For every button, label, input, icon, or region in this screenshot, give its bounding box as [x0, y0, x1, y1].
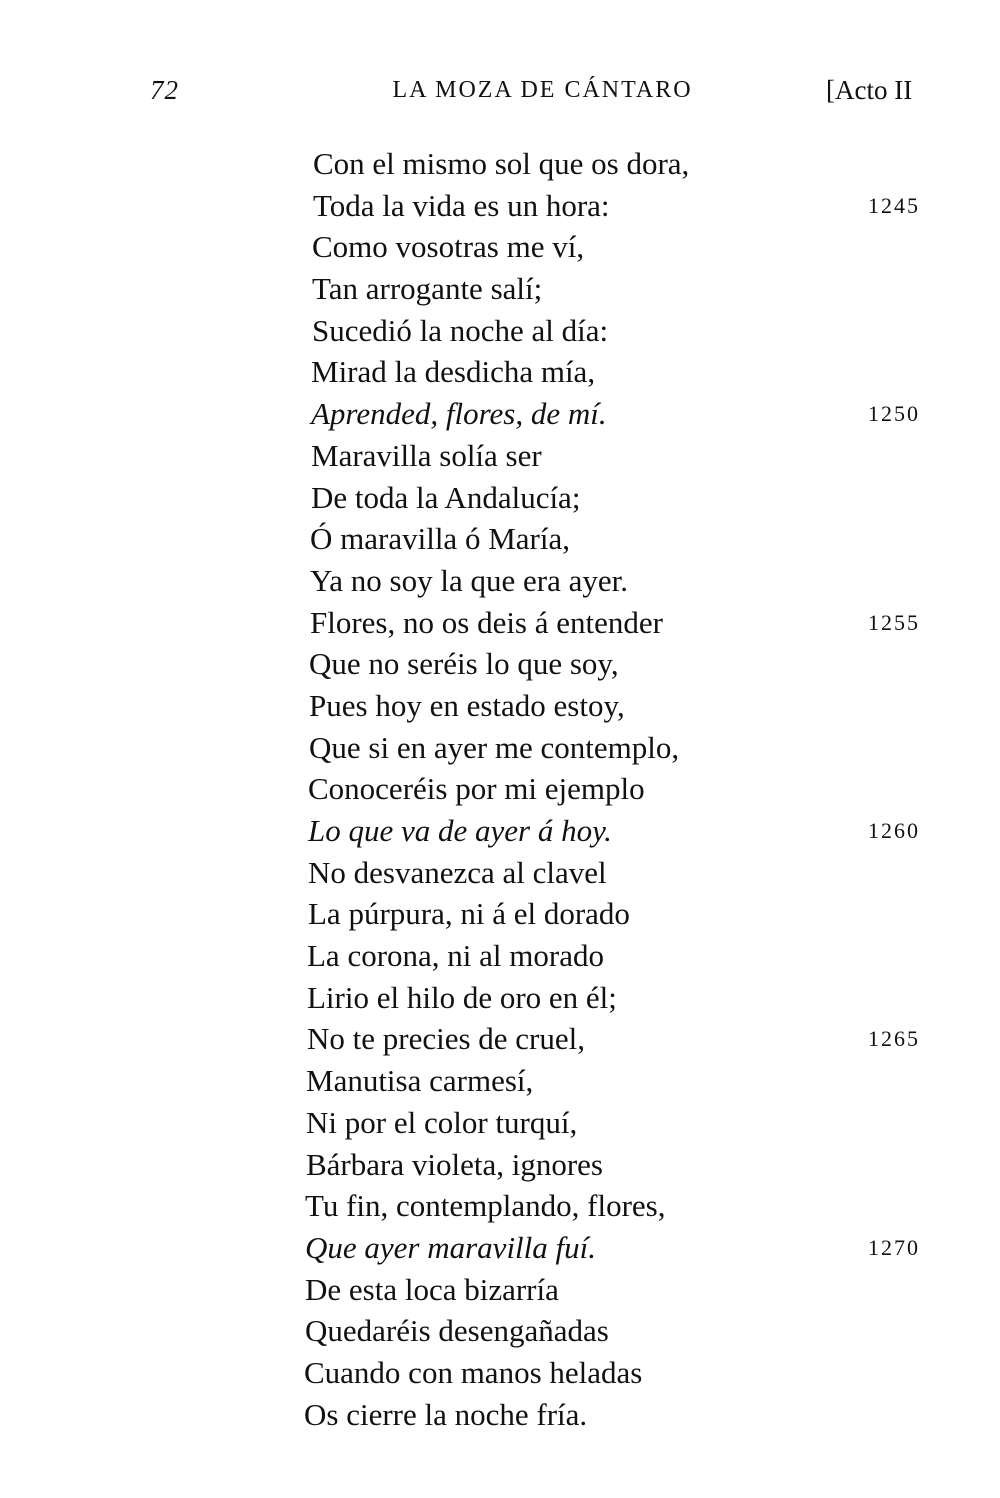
verse-line [0, 1270, 1000, 1312]
verse-text: Flores, no os deis á entender [310, 604, 663, 640]
verse-text: Cuando con manos heladas [304, 1354, 643, 1390]
verse-text: Pues hoy en estado estoy, [309, 687, 625, 723]
verse-line [0, 561, 1000, 603]
line-number: 1270 [868, 1234, 920, 1260]
line-number: 1255 [868, 609, 920, 635]
verse-list [0, 144, 1000, 1436]
verse-text: Ya no soy la que era ayer. [310, 562, 628, 598]
verse-line [0, 1145, 1000, 1187]
verse-text: De toda la Andalucía; [311, 479, 581, 515]
verse-line [0, 1186, 1000, 1228]
verse-text: De esta loca bizarría [305, 1271, 559, 1307]
verse-line [0, 1353, 1000, 1395]
verse-text: Conoceréis por mi ejemplo [308, 771, 645, 807]
verse-line [0, 644, 1000, 686]
section-label: [Acto II [826, 75, 913, 105]
verse-text: Como vosotras me ví, [312, 229, 585, 265]
running-title: LA MOZA DE CÁNTARO [392, 77, 693, 103]
verse-text: Que si en ayer me contemplo, [309, 729, 680, 765]
verse-line [0, 1061, 1000, 1103]
verse-line [0, 519, 1000, 561]
verse-line [0, 811, 1000, 853]
verse-text: Toda la vida es un hora: [313, 187, 610, 223]
verse-line [0, 1228, 1000, 1270]
verse-line [0, 1019, 1000, 1061]
verse-text: Con el mismo sol que os dora, [313, 146, 690, 181]
verse-text: Mirad la desdicha mía, [311, 354, 596, 390]
verse-line [0, 186, 1000, 228]
verse-text: Os cierre la noche fría. [304, 1396, 588, 1432]
verse-line [0, 1103, 1000, 1145]
verse-text: Manutisa carmesí, [306, 1063, 534, 1099]
verse-text: La púrpura, ni á el dorado [308, 896, 630, 932]
verse-line [0, 1395, 1000, 1437]
page-number: 72 [150, 75, 179, 105]
verse-text: Ni por el color turquí, [306, 1104, 578, 1140]
verse-line [0, 769, 1000, 811]
verse-line [0, 478, 1000, 520]
verse-line [0, 394, 1000, 436]
verse-line [0, 227, 1000, 269]
verse-line [0, 436, 1000, 478]
line-number: 1260 [868, 818, 920, 843]
verse-text: Ó maravilla ó María, [310, 521, 570, 557]
verse-line [0, 728, 1000, 770]
verse-line [0, 686, 1000, 728]
verse-text: Tan arrogante salí; [312, 271, 543, 307]
verse-text: No desvanezca al clavel [308, 854, 607, 890]
verse-text: Sucedió la noche al día: [312, 312, 609, 348]
verse-text: Maravilla solía ser [311, 437, 542, 473]
line-number: 1245 [868, 192, 920, 218]
verse-text: Aprended, flores, de mí. [311, 396, 607, 432]
verse-line [0, 603, 1000, 645]
verse-text: Que no seréis lo que soy, [309, 646, 619, 682]
verse-text: Tu fin, contemplando, flores, [305, 1188, 666, 1224]
verse-line [0, 269, 1000, 311]
line-number: 1250 [868, 401, 920, 427]
line-number: 1265 [868, 1026, 920, 1052]
verse-line [0, 894, 1000, 936]
verse-line [0, 936, 1000, 978]
verse-line [0, 978, 1000, 1020]
verse-text: No te precies de cruel, [307, 1021, 586, 1057]
verse-text: Lo que va de ayer á hoy. [308, 813, 612, 848]
verse-text: Lirio el hilo de oro en él; [307, 979, 617, 1015]
verse-line [0, 311, 1000, 353]
verse-line [0, 1311, 1000, 1353]
verse-text: Que ayer maravilla fuí. [305, 1229, 597, 1265]
verse-text: Quedaréis desengañadas [305, 1313, 609, 1349]
verse-line [0, 352, 1000, 394]
verse-text: Bárbara violeta, ignores [306, 1146, 603, 1182]
verse-line [0, 144, 1000, 186]
verse-text: La corona, ni al morado [307, 938, 604, 974]
verse-line [0, 853, 1000, 895]
